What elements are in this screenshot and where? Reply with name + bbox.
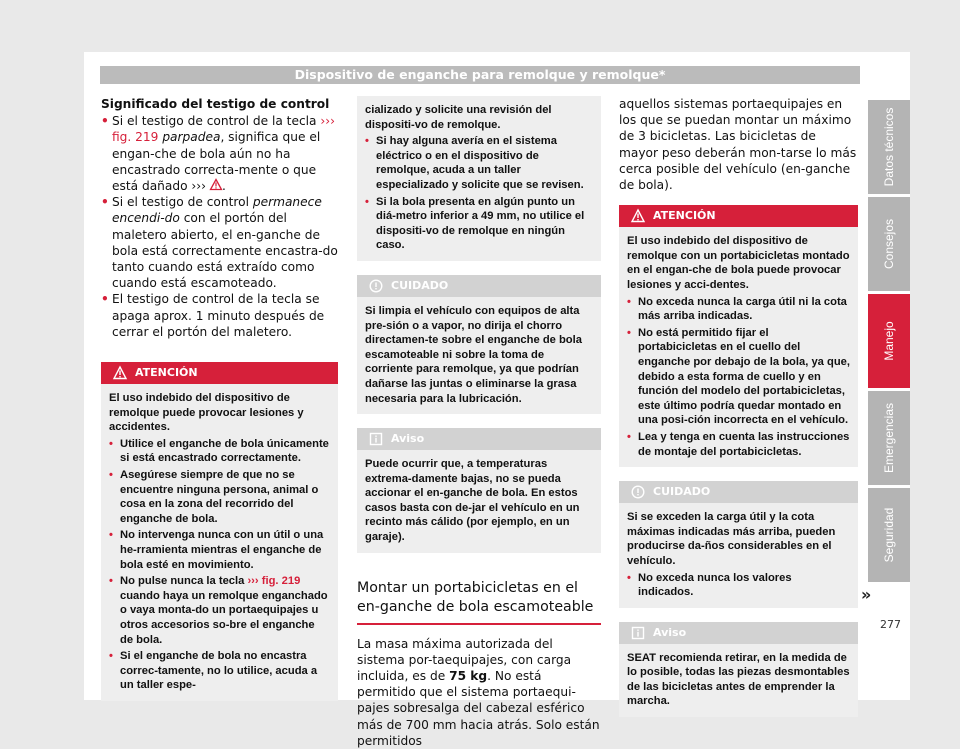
paragraph-continued: aquellos sistemas portaequipajes en los que se puedan montar un máximo de 3 bicicletas. Las bicicletas de mayor peso deberán mon-tarse lo más cerca posible del vehículo (en-ganche de bola). [619, 97, 857, 193]
aviso-title: Aviso [391, 432, 425, 446]
warning-box-2 [619, 205, 858, 467]
cuidado-bullet: • No exceda nunca los valores indicados. [627, 571, 850, 600]
note-icon [369, 432, 383, 446]
cuidado-text: Si limpia el vehículo con equipos de alta pre-sión o a vapor, no dirija el chorro directamen-te sobre el enganche de bola escamoteable ni sobre la toma de corriente para remolque, ya que podrían dañarse las juntas o eliminarse la grasa necesaria para la lubricación. [365, 304, 582, 405]
warning-bullet: • Si el enganche de bola no encastra correc-tamente, no lo utilice, acuda a un taller espe- [109, 649, 330, 693]
page-number: 277 [880, 618, 901, 631]
tab-emergencias[interactable]: Emergencias [868, 391, 910, 485]
continue-marker: » [861, 585, 872, 604]
tab-manejo[interactable]: Manejo [868, 294, 910, 388]
tab-seguridad[interactable]: Seguridad [868, 488, 910, 582]
column-2 [357, 96, 601, 749]
tab-datos-tecnicos[interactable]: Datos técnicos [868, 100, 910, 194]
cuidado-title: CUIDADO [391, 278, 449, 292]
warning-bullet: • Si la bola presenta en algún punto un diá-metro inferior a 49 mm, no utilice el dispositi-vo de remolque en ningún caso. [365, 195, 593, 253]
aviso-title: Aviso [653, 625, 687, 639]
warning-bullet: • No intervenga nunca con un útil o una he-rramienta mientras el enganche de bola esté en movimiento. [109, 528, 330, 572]
bullet-apaga: • El testigo de control de la tecla se apaga aprox. 1 minuto después de cerrar el portón del maletero. [101, 291, 338, 340]
warning-triangle-icon [631, 209, 645, 223]
page-header: Dispositivo de enganche para remolque y remolque* [100, 66, 860, 84]
cuidado-intro: Si se exceden la carga útil y la cota máximas indicadas más arriba, pueden producirse da-ños considerables en el vehículo. [627, 511, 836, 567]
aviso-box-1 [357, 428, 601, 553]
warning-bullet: • Asegúrese siempre de que no se encuentre ninguna persona, animal o cosa en la zona del recorrido del enganche de bola. [109, 468, 330, 526]
warning-box-1-continued [357, 96, 601, 261]
warning-triangle-icon [210, 179, 222, 190]
warning-intro: El uso indebido del dispositivo de remolque con un portabicicletas montado en el engan-che de bola puede provocar lesiones y acci-dentes. [627, 235, 850, 291]
warning-continued-text: cializado y solicite una revisión del dispositi-vo de remolque. [365, 104, 552, 131]
column-3 [619, 96, 858, 717]
warning-bullet: • No está permitido fijar el portabicicletas en el cuello del enganche por debajo de la bola, ya que, debido a esta forma de cuello y en función del modelo del portabicicletas, este último podría quedar montado en una posi-ción incorrecta en el vehículo. [627, 326, 850, 428]
warning-box-1 [101, 362, 338, 701]
bullet-permanece: • Si el testigo de control permanece encendi-do con el portón del maletero abierto, el en-ganche de bola está correctamente encastra-do tanto cuando está extraído como cuando está escamoteado. [101, 194, 338, 291]
warning-bullet: • No exceda nunca la carga útil ni la cota más arriba indicadas. [627, 295, 850, 324]
bullet-parpadea: • Si el testigo de control de la tecla ››› fig. 219 parpadea, significa que el engan-che de bola aún no ha encastrado correcta-mente o que está dañado ››› . [101, 113, 338, 194]
warning-intro: El uso indebido del dispositivo de remolque puede provocar lesiones y accidentes. [109, 392, 304, 434]
cuidado-title: CUIDADO [653, 485, 711, 499]
warning-bullet: • Lea y tenga en cuenta las instrucciones de montaje del portabicicletas. [627, 430, 850, 459]
cuidado-box-1 [357, 275, 601, 414]
warning-title: ATENCIÓN [135, 366, 198, 380]
warning-bullet: • No pulse nunca la tecla ››› fig. 219 cuando haya un remolque enganchado o vaya monta-do un portaequipajes u otros accesorios so-bre el enganche de bola. [109, 574, 330, 647]
tab-consejos[interactable]: Consejos [868, 197, 910, 291]
aviso-text: SEAT recomienda retirar, en la medida de lo posible, todas las piezas desmontables de las bicicletas antes de emprender la marcha. [627, 651, 850, 708]
chapter-tabs [868, 100, 910, 585]
figure-ref-link[interactable]: ››› fig. 219 [247, 575, 301, 588]
warning-bullet: • Si hay alguna avería en el sistema eléctrico o en el dispositivo de remolque, acuda a un taller especializado y solicite que se revisen. [365, 134, 593, 192]
subheading-testigo: Significado del testigo de control [101, 97, 330, 111]
warning-triangle-icon [113, 366, 127, 380]
aviso-text: Puede ocurrir que, a temperaturas extrema-damente bajas, no se pueda accionar el en-ganche de bola. En estos casos basta con de-jar el vehículo en un recinto más cálido (por ejemplo, en un garaje). [365, 458, 580, 544]
figure-ref-link[interactable]: ››› fig. 219 [112, 114, 336, 145]
paragraph-masa: La masa máxima autorizada del sistema por-taequipajes, con carga incluida, es de 75 kg. No está permitido que el sistema portaequi-pajes sobresalga del cabezal esférico más de 700 mm hacia atrás. Solo están permitidos [357, 636, 600, 748]
caution-circle-icon [631, 485, 645, 499]
cuidado-box-2 [619, 481, 858, 608]
column-1 [101, 96, 338, 701]
caution-circle-icon [369, 279, 383, 293]
warning-title: ATENCIÓN [653, 209, 716, 223]
aviso-box-2 [619, 622, 858, 717]
note-icon [631, 626, 645, 640]
section-heading-portabicicletas: Montar un portabicicletas en el en-ganche de bola escamoteable [357, 579, 601, 625]
warning-bullet: • Utilice el enganche de bola únicamente si está encastrado correctamente. [109, 437, 330, 466]
